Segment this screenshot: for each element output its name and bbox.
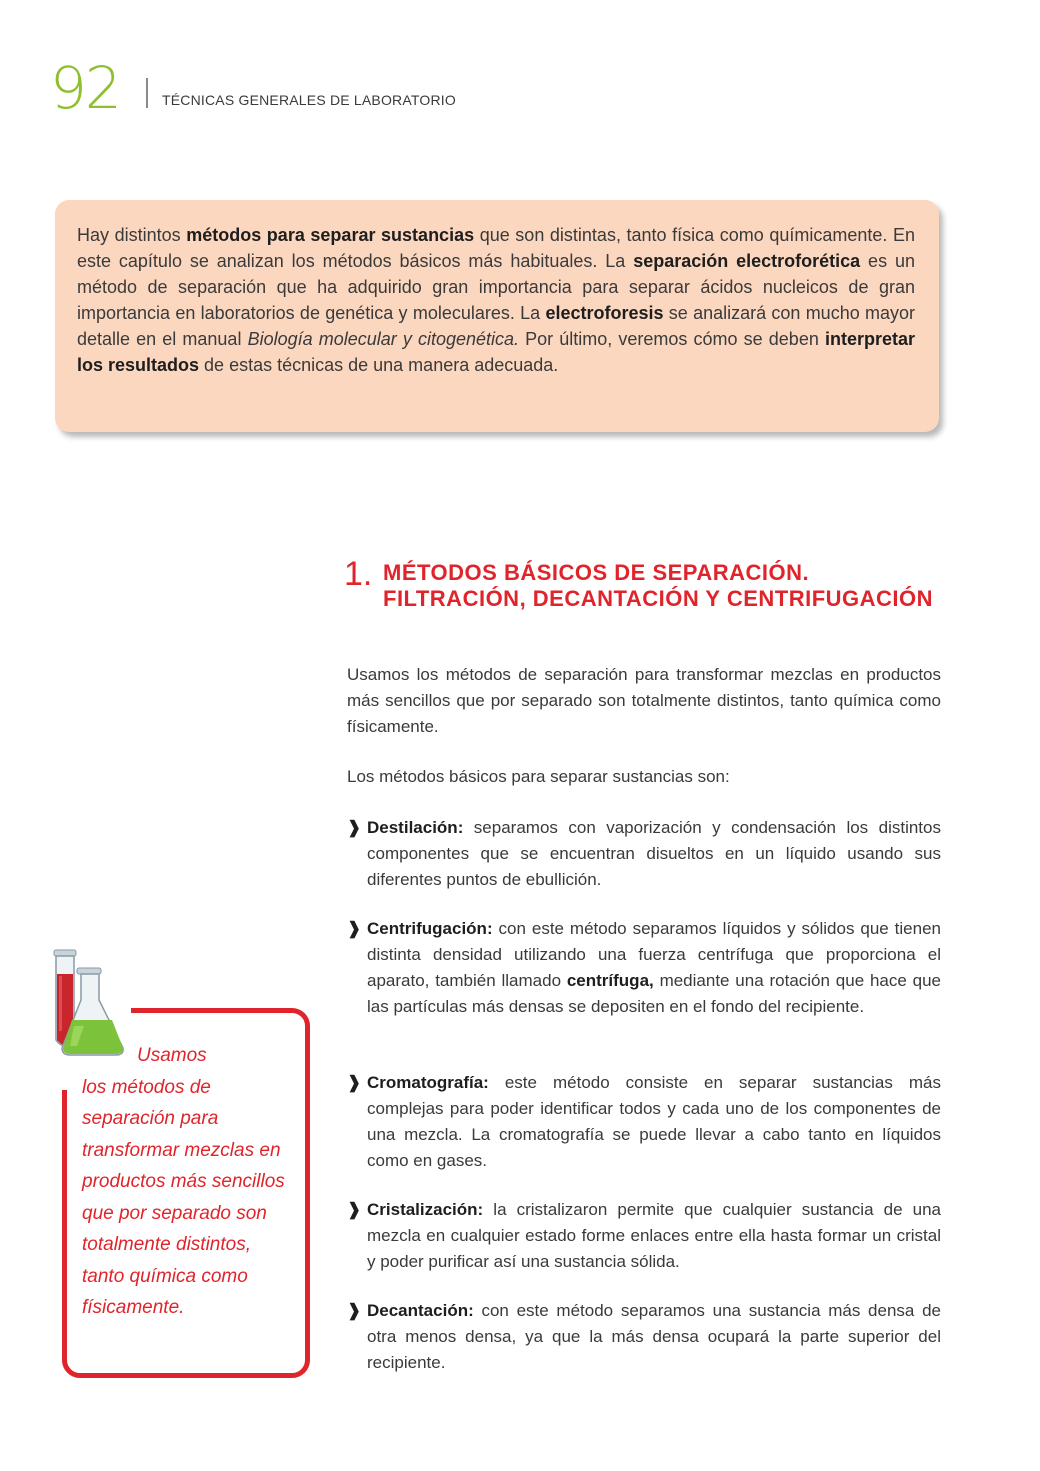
list-item-description: la cristalizaron permite que cualquier sustancia de una mezcla en cualquier estado forme enlaces entre ella hasta formar un cristal y poder purificar así una sustancia sólida. bbox=[367, 1200, 941, 1271]
header-divider bbox=[146, 78, 148, 108]
list-item bbox=[347, 815, 941, 893]
list-item-bold-term: centrífuga, bbox=[566, 971, 654, 990]
sidebar-quote-first-word: Usamos bbox=[137, 1045, 207, 1066]
list-item-term: Decantación: bbox=[367, 1301, 474, 1320]
bullet-chevron-icon: ❱ bbox=[347, 818, 362, 837]
list-item-description: con este método separamos una sustancia más densa de otra menos densa, ya que la más densa ocupará la parte superior del recipiente. bbox=[367, 1301, 941, 1372]
intro-italic-book-title: Biología molecular y citogenética. bbox=[247, 329, 520, 349]
running-header-title: TÉCNICAS GENERALES DE LABORATORIO bbox=[162, 92, 456, 108]
list-item bbox=[347, 1298, 941, 1376]
intro-text-5: Por último, veremos cómo se deben bbox=[519, 329, 825, 349]
bullet-chevron-icon: ❱ bbox=[347, 1073, 362, 1092]
list-item-term: Centrifugación: bbox=[367, 919, 493, 938]
intro-bold-3: electroforesis bbox=[545, 303, 664, 323]
intro-text-1: Hay distintos bbox=[77, 225, 187, 245]
list-item-term: Destilación: bbox=[367, 818, 464, 837]
intro-bold-4: interpretar los resultados bbox=[77, 329, 915, 375]
section-number: 1. bbox=[344, 555, 373, 593]
list-item-text bbox=[347, 1197, 941, 1275]
intro-paragraph bbox=[77, 222, 915, 378]
list-item-text bbox=[347, 1070, 941, 1174]
list-item-text bbox=[347, 916, 941, 1020]
list-item-description-cont: mediante una rotación que hace que las partículas más densas se depositen en el fondo del recipiente. bbox=[367, 971, 941, 1016]
list-item-description: este método consiste en separar sustancias más complejas para poder identificar todos y cada uno de los componentes de una mezcla. La cromatografía se puede llevar a cabo tanto en líquidos como en gases. bbox=[367, 1073, 941, 1170]
section-title: MÉTODOS BÁSICOS DE SEPARACIÓN. FILTRACIÓN, DECANTACIÓN Y CENTRIFUGACIÓN bbox=[383, 560, 934, 611]
intro-text-3: es un método de separación que ha adquirido gran importancia para separar ácidos nucleicos de gran importancia en laboratorios de genética y moleculares. La bbox=[77, 251, 915, 323]
section-paragraph-1: Usamos los métodos de separación para transformar mezclas en productos más sencillos que por separado son totalmente distintos, tanto química como físicamente. bbox=[347, 665, 941, 736]
page-number: 92 bbox=[50, 54, 120, 122]
bullet-chevron-icon: ❱ bbox=[347, 1200, 362, 1219]
intro-text-4: se analizará con mucho mayor detalle en el manual bbox=[77, 303, 915, 349]
intro-bold-2: separación electroforética bbox=[633, 251, 861, 271]
list-item-term: Cromatografía: bbox=[367, 1073, 489, 1092]
section-paragraph-2: Los métodos básicos para separar sustancias son: bbox=[347, 767, 730, 786]
list-item-term: Cristalización: bbox=[367, 1200, 484, 1219]
sidebar-quote bbox=[82, 1040, 287, 1324]
list-item-description: separamos con vaporización y condensación los distintos componentes que se encuentran disueltos en un líquido usando sus diferentes puntos de ebullición. bbox=[367, 818, 941, 889]
bullet-chevron-icon: ❱ bbox=[347, 919, 362, 938]
bullet-chevron-icon: ❱ bbox=[347, 1301, 362, 1320]
intro-text-6: de estas técnicas de una manera adecuada. bbox=[199, 355, 559, 375]
intro-box bbox=[55, 200, 939, 432]
intro-text-2: que son distintas, tanto física como químicamente. En este capítulo se analizan los métodos básicos más habituales. La bbox=[77, 225, 916, 271]
intro-bold-1: métodos para separar sustancias bbox=[186, 225, 475, 245]
list-item bbox=[347, 1197, 941, 1275]
list-item bbox=[347, 916, 941, 1020]
list-item-text bbox=[347, 815, 941, 893]
sidebar-quote-text: los métodos de separación para transformar mezclas en productos más sencillos que por separado son totalmente distintos, tanto química como físicamente. bbox=[82, 1076, 285, 1318]
list-item bbox=[347, 1070, 941, 1174]
list-item-description: con este método separamos líquidos y sólidos que tienen distinta densidad utilizando una fuerza centrífuga que proporciona el aparato, también llamado bbox=[367, 919, 941, 990]
list-item-text bbox=[347, 1298, 941, 1376]
